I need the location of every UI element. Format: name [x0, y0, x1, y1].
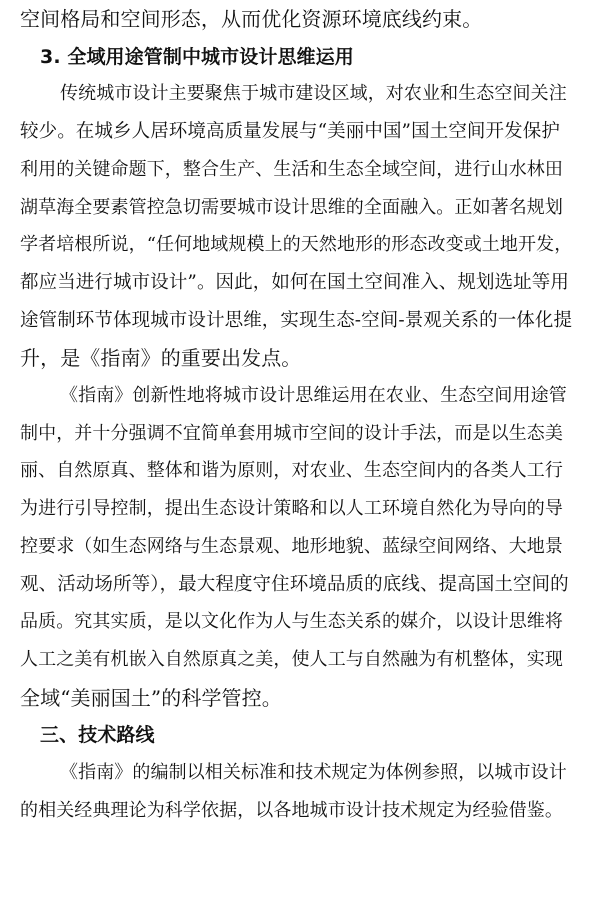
paragraph-line: 的相关经典理论为科学依据，以各地城市设计技术规定为经验借鉴。 [20, 799, 563, 821]
paragraph-line: 控要求（如生态网络与生态景观、地形地貌、蓝绿空间网络、大地景 [20, 535, 563, 557]
paragraph-line: 传统城市设计主要聚焦于城市建设区域，对农业和生态空间关注 [60, 83, 567, 105]
paragraph-line: 人工之美有机嵌入自然原真之美，使人工与自然融为有机整体，实现 [20, 648, 563, 670]
paragraph-line: 利用的关键命题下，整合生产、生活和生态全域空间，进行山水林田 [20, 158, 563, 180]
paragraph-line: 湖草海全要素管控急切需要城市设计思维的全面融入。正如著名规划 [20, 196, 563, 218]
paragraph-line: 学者培根所说，“任何地域规模上的天然地形的形态改变或土地开发， [20, 234, 573, 256]
paragraph-line: 制中，并十分强调不宜简单套用城市空间的设计手法，而是以生态美 [20, 422, 563, 444]
paragraph-line: 观、活动场所等），最大程度守住环境品质的底线、提高国土空间的 [20, 573, 569, 595]
paragraph-line: 较少。在城乡人居环境高质量发展与“美丽中国”国土空间开发保护 [20, 121, 560, 143]
paragraph-line: 《指南》创新性地将城市设计思维运用在农业、生态空间用途管 [60, 385, 567, 406]
paragraph-line: 丽、自然原真、整体和谐为原则，对农业、生态空间内的各类人工行 [20, 460, 563, 482]
paragraph-line: 升，是《指南》的重要出发点。 [20, 346, 302, 371]
paragraph-line: 全域“美丽国土”的科学管控。 [20, 685, 282, 710]
paragraph-line: 为进行引导控制，提出生态设计策略和以人工环境自然化为导向的导 [20, 498, 563, 520]
paragraph-line: 品质。究其实质，是以文化作为人与生态关系的媒介，以设计思维将 [20, 611, 563, 633]
paragraph-line: 空间格局和空间形态，从而优化资源环境底线约束。 [20, 7, 483, 31]
section-heading: 3. 全域用途管制中城市设计思维运用 [40, 45, 354, 68]
paragraph-line: 《指南》的编制以相关标准和技术规定为体例参照，以城市设计 [60, 762, 567, 783]
paragraph-line: 途管制环节体现城市设计思维，实现生态-空间-景观关系的一体化提 [20, 309, 573, 331]
section-heading: 三、技术路线 [40, 724, 155, 747]
paragraph-line: 都应当进行城市设计”。因此，如何在国土空间准入、规划选址等用 [20, 271, 569, 293]
